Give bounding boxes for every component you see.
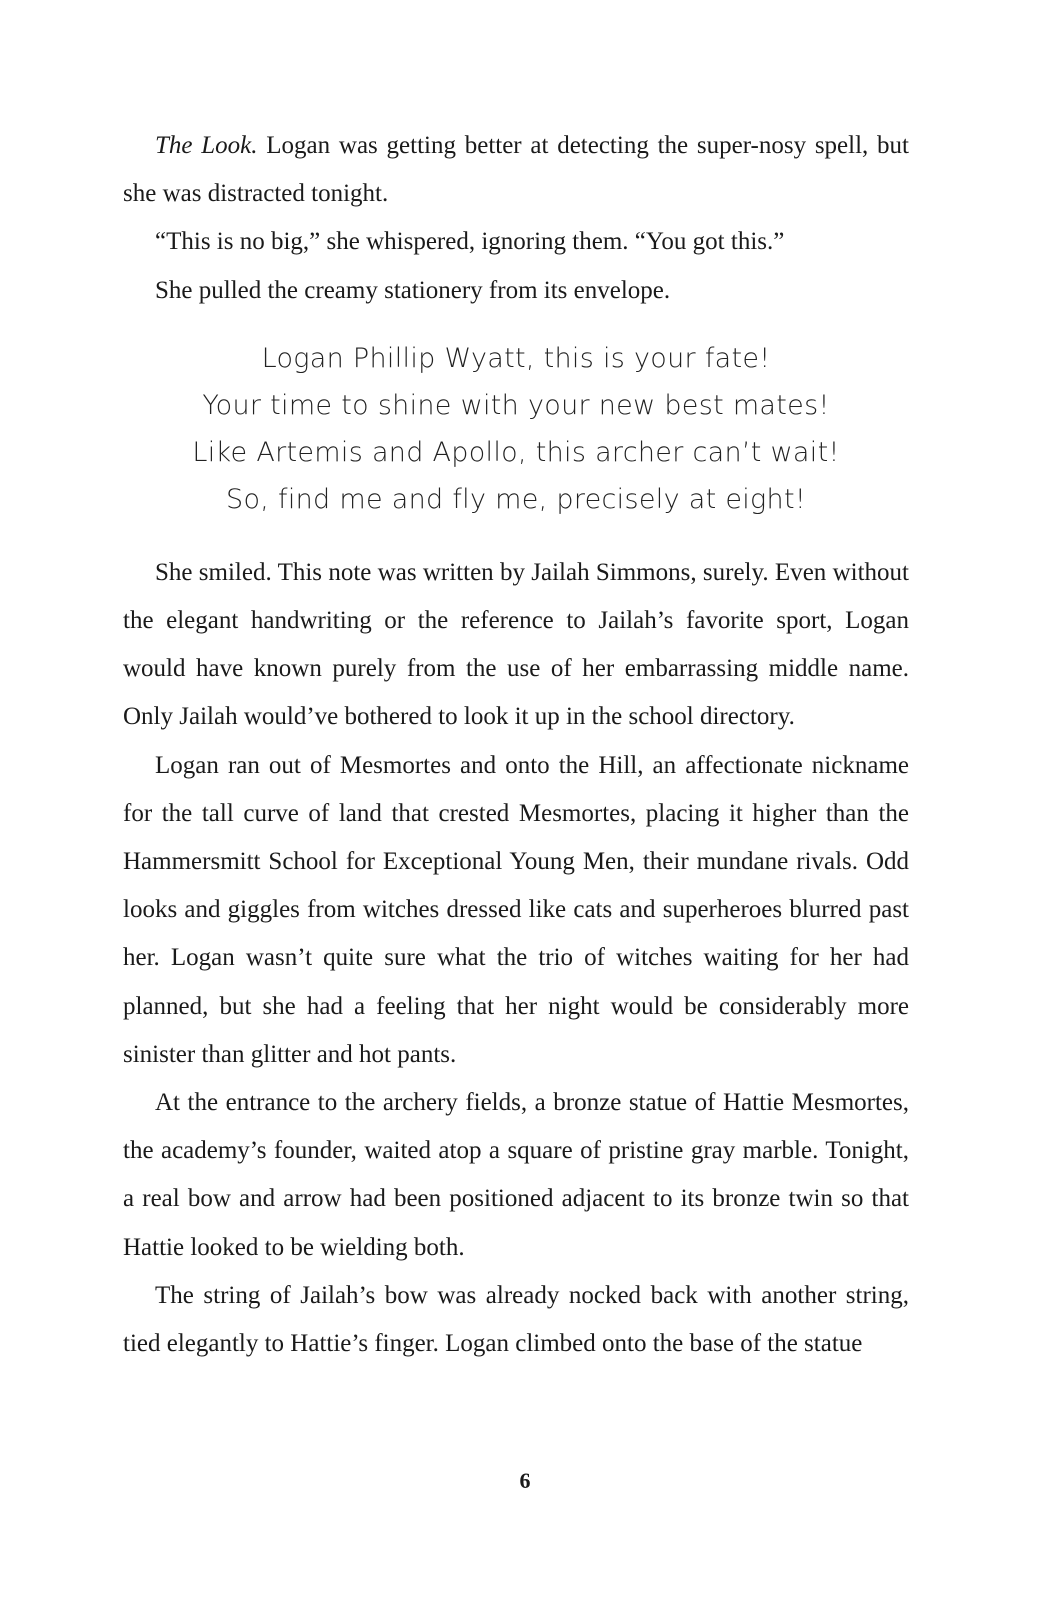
paragraph-statue: At the entrance to the archery fields, a bronze statue of Hattie Mesmortes, the academy’s founder, waited atop a square of pristine gray marble. Tonight, a real bow and arrow had been positioned adjacent to its bronze twin so that Hattie looked to be wielding both. <box>123 1089 909 1261</box>
paragraph-she-smiled: She smiled. This note was written by Jailah Simmons, surely. Even without the elegant handwriting or the reference to Jailah’s favorite sport, Logan would have known purely from the use of her embarrassing middle name. Only Jailah would’ve bothered to look it up in the school directory. <box>123 558 909 731</box>
paragraph-logan-ran: Logan ran out of Mesmortes and onto the Hill, an affectionate nickname for the tall curve of land that crested Mesmortes, placing it higher than the Hammersmitt School for Exceptional Young Men, their mundane rivals. Odd looks and giggles from witches dressed like cats and superheroes blurred past her. Logan wasn’t quite sure what the trio of witches waiting for her had planned, but she had a feeling that her night would be considerably more sinister than glitter and hot pants. <box>123 751 909 1068</box>
paragraph-text: She pulled the creamy stationery from its envelope. <box>155 276 671 304</box>
paragraph-stationery <box>123 267 909 315</box>
book-page <box>123 122 909 1368</box>
paragraph-text: Logan was getting better at detecting the super-nosy spell, but she was distracted tonight. <box>123 132 910 208</box>
page-number: 6 <box>519 1468 531 1493</box>
paragraph-text: “This is no big,” she whispered, ignoring them. “You got this.” <box>155 228 785 256</box>
paragraph-the-look <box>123 122 909 218</box>
note-line: Logan Phillip Wyatt, this is your fate! <box>261 342 771 374</box>
note-line: So, find me and fly me, precisely at eight! <box>226 483 806 515</box>
handwritten-note <box>123 335 909 523</box>
note-line: Like Artemis and Apollo, this archer can’t wait! <box>192 436 840 468</box>
note-line: Your time to shine with your new best mates! <box>202 389 830 421</box>
paragraph-bow-string: The string of Jailah’s bow was already nocked back with another string, tied elegantly to Hattie’s finger. Logan climbed onto the base of the statue <box>123 1281 909 1358</box>
paragraph-dialogue <box>123 218 909 266</box>
italic-lead: The Look. <box>155 132 258 159</box>
